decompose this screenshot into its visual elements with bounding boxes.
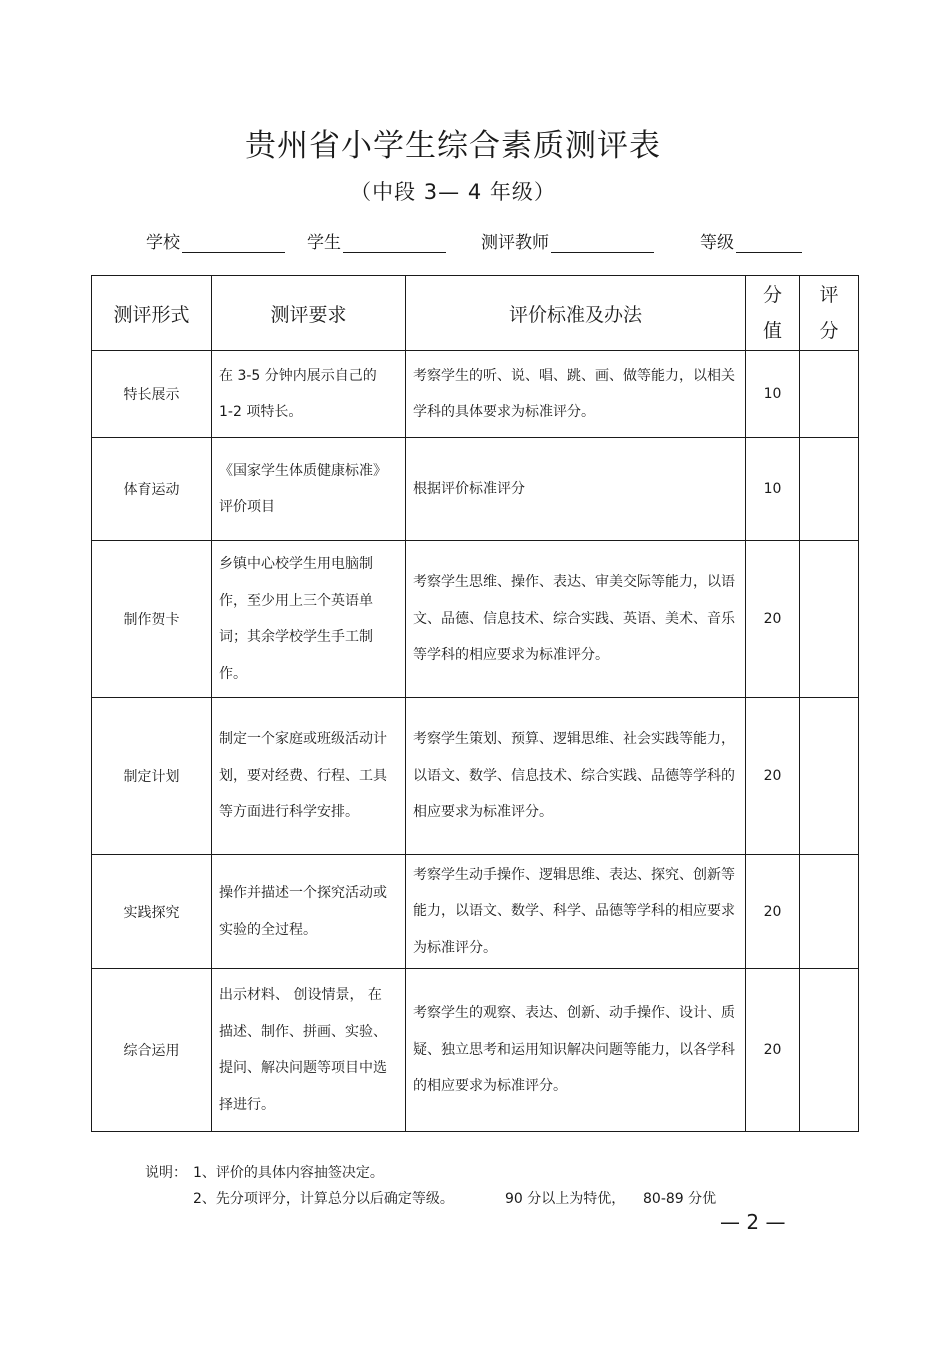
header-form: 测评形式 [92,276,212,351]
grade-field [700,228,802,253]
row-points: 20 [746,969,800,1132]
page-title: 贵州省小学生综合素质测评表 [245,128,661,164]
student-label: 学生 [307,233,341,253]
row-standard: 考察学生的观察、表达、创新、动手操作、设计、质疑、独立思考和运用知识解决问题等能力，以各学科的相应要求为标准评分。 [406,969,746,1132]
note-line-2-extra: 90 分以上为特优， [505,1191,626,1207]
row-form: 实践探究 [92,855,212,969]
row-score-cell[interactable] [800,698,859,855]
table-row [92,855,859,969]
school-field [146,228,285,253]
row-points: 10 [746,351,800,438]
page-number: — 2 — [720,1210,786,1234]
row-form: 制作贺卡 [92,541,212,698]
row-points: 20 [746,698,800,855]
row-score-cell[interactable] [800,541,859,698]
row-points: 20 [746,541,800,698]
table-row [92,438,859,541]
row-requirement: 乡镇中心校学生用电脑制作，至少用上三个英语单词；其余学校学生手工制作。 [212,541,406,698]
teacher-blank [551,234,654,253]
student-field [307,228,446,253]
grade-blank [736,234,802,253]
table-row [92,351,859,438]
student-blank [343,234,446,253]
row-score-cell[interactable] [800,855,859,969]
note-line-1: 1、评价的具体内容抽签决定。 [193,1165,384,1181]
row-score-cell[interactable] [800,351,859,438]
header-score: 评分 [800,276,859,351]
row-form: 特长展示 [92,351,212,438]
row-requirement: 操作并描述一个探究活动或实验的全过程。 [212,855,406,969]
row-requirement: 制定一个家庭或班级活动计划，要对经费、行程、工具等方面进行科学安排。 [212,698,406,855]
teacher-label: 测评教师 [481,233,549,253]
header-points: 分值 [746,276,800,351]
row-standard: 考察学生策划、预算、逻辑思维、社会实践等能力，以语文、数学、信息技术、综合实践、品德等学科的相应要求为标准评分。 [406,698,746,855]
row-requirement: 在 3-5 分钟内展示自己的 1-2 项特长。 [212,351,406,438]
row-standard: 考察学生思维、操作、表达、审美交际等能力，以语文、品德、信息技术、综合实践、英语、美术、音乐等学科的相应要求为标准评分。 [406,541,746,698]
school-blank [182,234,285,253]
teacher-field [481,228,654,253]
row-standard: 考察学生动手操作、逻辑思维、表达、探究、创新等能力，以语文、数学、科学、品德等学科的相应要求为标准评分。 [406,855,746,969]
row-form: 制定计划 [92,698,212,855]
table-row [92,969,859,1132]
row-points: 10 [746,438,800,541]
note-line-2: 2、先分项评分，计算总分以后确定等级。 [193,1191,454,1207]
table-row [92,541,859,698]
note-line-2-tail: 80-89 分优 [643,1191,717,1207]
table-row [92,698,859,855]
note-label: 说明： [145,1165,187,1181]
row-standard: 考察学生的听、说、唱、跳、画、做等能力，以相关学科的具体要求为标准评分。 [406,351,746,438]
evaluation-table [91,275,859,1132]
row-score-cell[interactable] [800,438,859,541]
school-label: 学校 [146,233,180,253]
row-form: 综合运用 [92,969,212,1132]
row-form: 体育运动 [92,438,212,541]
row-points: 20 [746,855,800,969]
grade-label: 等级 [700,233,734,253]
row-score-cell[interactable] [800,969,859,1132]
row-requirement: 《国家学生体质健康标准》评价项目 [212,438,406,541]
page-subtitle: （中段 3— 4 年级） [350,180,556,204]
table-header-row [92,276,859,351]
info-row [0,228,950,252]
row-requirement: 出示材料、 创设情景， 在描述、制作、拼画、实验、提问、解决问题等项目中选择进行。 [212,969,406,1132]
row-standard: 根据评价标准评分 [406,438,746,541]
header-requirement: 测评要求 [212,276,406,351]
header-standard: 评价标准及办法 [406,276,746,351]
